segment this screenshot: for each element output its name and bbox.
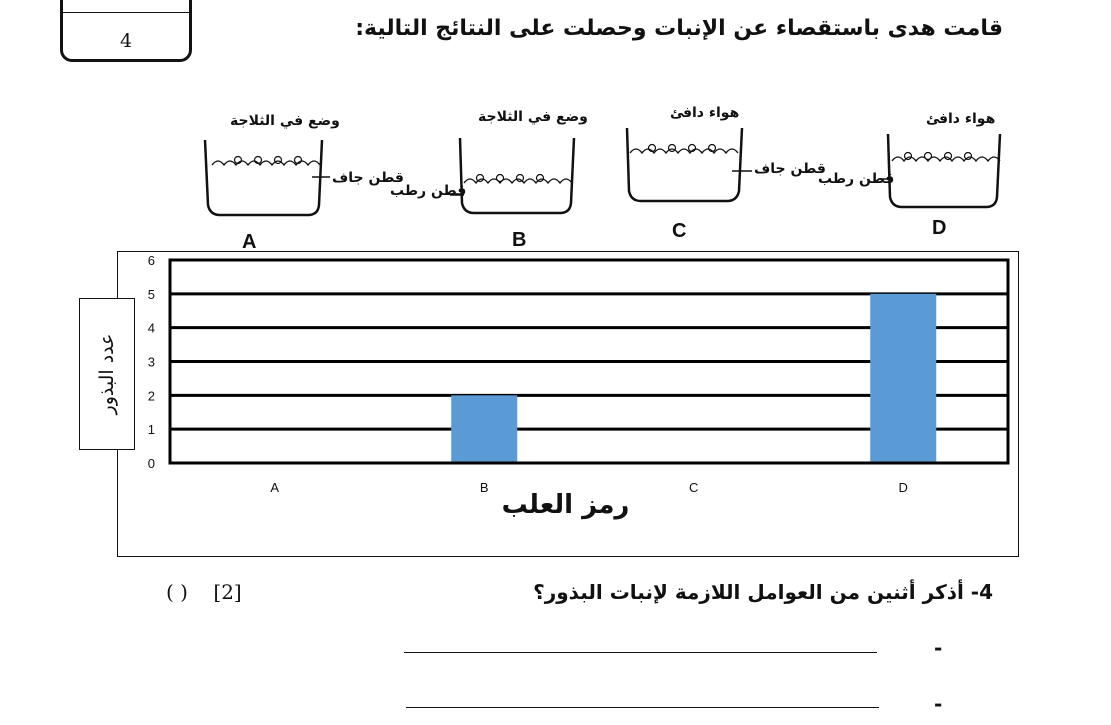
x-tick-label: A <box>270 480 280 495</box>
y-axis-title-box <box>79 298 135 450</box>
setup-d-condition: هواء دافئ <box>926 111 996 127</box>
x-tick-label: D <box>898 480 908 495</box>
y-tick-label: 2 <box>147 388 155 404</box>
setup-d-label: D <box>932 217 947 239</box>
y-tick-label: 0 <box>147 456 155 471</box>
setup-d-medium: قطن رطب <box>818 171 895 187</box>
experiment-setups <box>0 95 1111 255</box>
y-tick-label: 1 <box>147 422 155 438</box>
y-tick-label: 6 <box>147 253 155 268</box>
score-divider <box>63 12 189 13</box>
answer-1-dash: - <box>934 636 943 660</box>
container-d-icon <box>880 129 1010 219</box>
question-marks <box>166 580 242 604</box>
y-tick-label: 5 <box>147 286 155 302</box>
score-box <box>60 0 192 62</box>
x-tick-label: B <box>479 480 489 495</box>
marks-value: [2] <box>213 580 242 604</box>
setup-b-medium: قطن رطب <box>390 183 467 199</box>
container-c-icon <box>622 123 752 213</box>
score-blank: ( ) <box>166 580 188 604</box>
setup-c-condition: هواء دافئ <box>670 105 740 121</box>
setup-b-label: B <box>512 229 527 251</box>
setup-a-label: A <box>242 231 257 253</box>
answer-line-1[interactable] <box>404 652 877 653</box>
setup-a-medium: قطن جاف <box>332 170 404 186</box>
answer-line-2[interactable] <box>406 707 879 708</box>
setup-c-label: C <box>672 220 687 242</box>
container-b-icon <box>450 133 580 223</box>
x-tick-label: C <box>689 480 699 495</box>
question-heading: قامت هدى باستقصاء عن الإنبات وحصلت على النتائج التالية: <box>355 16 1003 41</box>
y-tick-label: 3 <box>147 354 155 370</box>
question-4: 4- أذكر أثنين من العوامل اللازمة لإنبات البذور؟ <box>533 580 993 604</box>
score-value: 4 <box>119 30 133 52</box>
x-axis-title: رمز العلب <box>501 490 630 520</box>
setup-a-condition: وضع في الثلاجة <box>230 113 340 129</box>
container-a-icon <box>200 135 330 225</box>
setup-b-condition: وضع في الثلاجة <box>478 109 588 125</box>
setup-c-medium: قطن جاف <box>754 161 826 177</box>
answer-2-dash: - <box>934 692 943 716</box>
y-axis-title: عدد البذور <box>96 333 118 415</box>
y-tick-label: 4 <box>147 320 155 336</box>
